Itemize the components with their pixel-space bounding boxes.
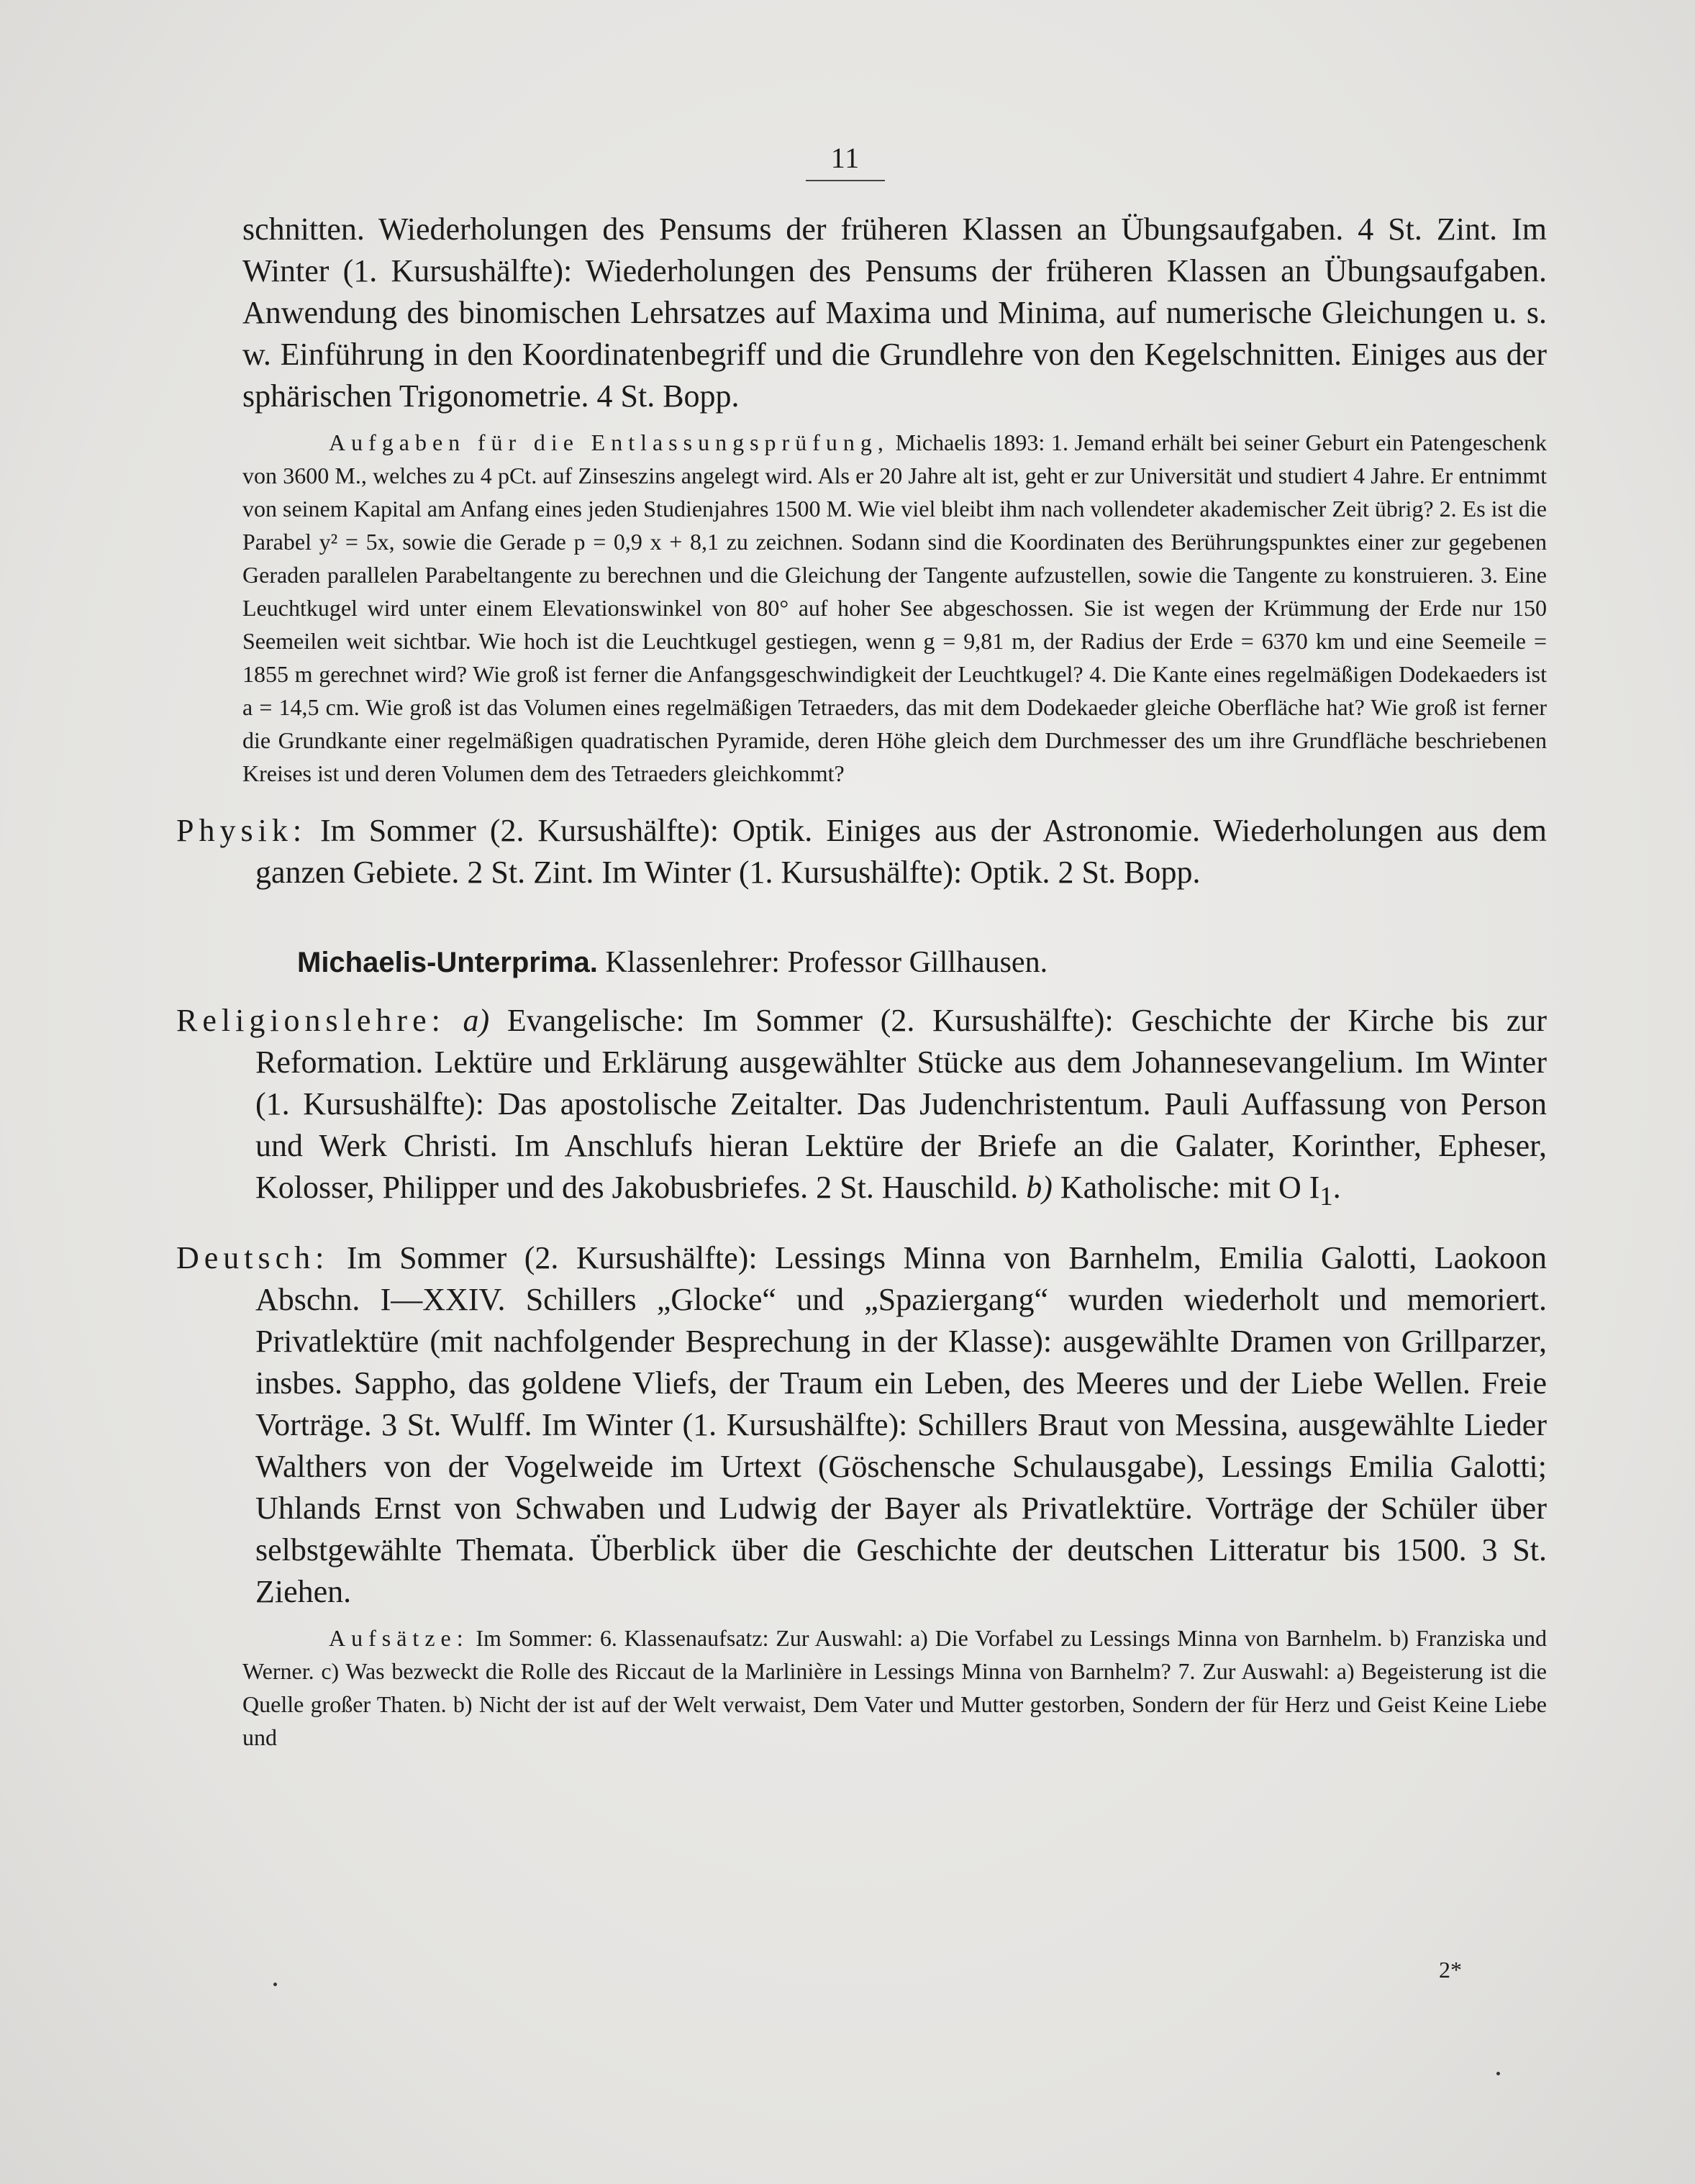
aufsaetze-lead: Aufsätze:: [329, 1624, 469, 1651]
section-teacher: Klassenlehrer: Professor Gillhausen.: [605, 946, 1048, 979]
section-name: Michaelis-Unterprima.: [297, 947, 598, 978]
print-speck: [1496, 2072, 1500, 2075]
page-number: 11: [830, 142, 860, 174]
intro-paragraph: schnitten. Wiederholungen des Pensums der früheren Klassen an Übungsaufgaben. 4 St. Zint. Im Winter (1. Kursushälfte): Wiederholungen des Pensums der früheren Klassen an Übungsaufgaben. Anwendung des binomischen Lehrsatzes auf Maxima und Minima, auf numerische Gleichungen u. s. w. Einführung in den Koordinatenbegriff und die Grundlehre von den Kegelschnitten. Einiges aus der sphärischen Trigonometrie. 4 St. Bopp.: [242, 211, 1547, 414]
physik-text: Im Sommer (2. Kursushälfte): Optik. Einiges aus der Astronomie. Wiederholungen aus dem ganzen Gebiete. 2 St. Zint. Im Winter (1. Kursushälfte): Optik. 2 St. Bopp.: [255, 813, 1547, 890]
page-number-rule: [806, 180, 885, 181]
aufsaetze-text: Im Sommer: 6. Klassenaufsatz: Zur Auswahl: a) Die Vorfabel zu Lessings Minna von Barnhelm. b) Franziska und Werner. c) Was bezweckt die Rolle des Riccaut de la Marlinière in Lessings Minna von Barnhelm? 7. Zur Auswahl: a) Begeisterung ist die Quelle großer Thaten. b) Nicht der ist auf der Welt verwaist, Dem Vater und Mutter gestorben, Sondern der für Herz und Geist Keine Liebe und: [242, 1624, 1547, 1750]
physik-paragraph: [176, 810, 1547, 893]
print-speck: [273, 1983, 277, 1986]
deutsch-text: Im Sommer (2. Kursushälfte): Lessings Minna von Barnhelm, Emilia Galotti, Laokoon Abschn. I—XXIV. Schillers „Glocke“ und „Spaziergang“ wurden wiederholt und memoriert. Privatlektüre (mit nachfolgender Besprechung in der Klasse): ausgewählte Dramen von Grillparzer, insbes. Sappho, das goldene Vliefs, der Traum ein Leben, des Meeres und der Liebe Wellen. Freie Vorträge. 3 St. Wulff. Im Winter (1. Kursushälfte): Schillers Braut von Messina, ausgewählte Lieder Walthers von der Vogelweide im Urtext (Göschensche Schulausgabe), Lessings Emilia Galotti; Uhlands Ernst von Schwaben und Ludwig der Bayer als Privatlektüre. Vorträge der Schüler über selbstgewählte Themata. Überblick über die Geschichte der deutschen Litteratur bis 1500. 3 St. Ziehen.: [255, 1239, 1547, 1609]
section-heading: [297, 945, 1547, 980]
religion-b-marker: b): [1026, 1170, 1053, 1205]
deutsch-label: Deutsch:: [176, 1239, 330, 1275]
religion-label: Religionslehre:: [176, 1003, 445, 1038]
religion-text-b: Katholische: mit O I: [1052, 1170, 1320, 1205]
religion-subscript: 1: [1319, 1180, 1333, 1211]
exam-tasks-paragraph: [242, 426, 1547, 790]
religion-paragraph: [176, 1000, 1547, 1217]
page-content: [176, 209, 1547, 1754]
deutsch-paragraph: [176, 1237, 1547, 1613]
printer-signature: 2*: [1439, 1957, 1462, 1983]
religion-text-a: Evangelische: Im Sommer (2. Kursushälfte): Geschichte der Kirche bis zur Reformation. Lektüre und Erklärung ausgewählter Stücke aus dem Johannesevangelium. Im Winter (1. Kursushälfte): Das apostolische Zeitalter. Das Judenchristentum. Pauli Auffassung von Person und Werk Christi. Im Anschlufs hieran Lektüre der Briefe an die Galater, Korinther, Epheser, Kolosser, Philipper und des Jakobusbriefes. 2 St. Hauschild.: [255, 1003, 1547, 1205]
exam-tasks-lead: Aufgaben für die Entlassungsprüfung,: [329, 429, 889, 455]
religion-end: .: [1332, 1170, 1341, 1205]
religion-a-marker: a): [463, 1003, 490, 1038]
aufsaetze-paragraph: [242, 1621, 1547, 1754]
physik-label: Physik:: [176, 813, 307, 848]
exam-tasks-text: Michaelis 1893: 1. Jemand erhält bei seiner Geburt ein Patengeschenk von 3600 M., welches zu 4 pCt. auf Zinseszins angelegt wird. Als er 20 Jahre alt ist, geht er zur Universität und studiert 4 Jahre. Er entnimmt von seinem Kapital am Anfang eines jeden Studienjahres 1500 M. Wie viel bleibt ihm nach vollendeter akademischer Zeit übrig? 2. Es ist die Parabel y² = 5x, sowie die Gerade p = 0,9 x + 8,1 zu zeichnen. Sodann sind die Koordinaten des Berührungspunktes einer zur gegebenen Geraden parallelen Parabeltangente zu berechnen und die Gleichung der Tangente aufzustellen, sowie die Tangente zu konstruieren. 3. Eine Leuchtkugel wird unter einem Elevationswinkel von 80° auf hoher See abgeschossen. Sie ist wegen der Krümmung der Erde nur 150 Seemeilen weit sichtbar. Wie hoch ist die Leuchtkugel gestiegen, wenn g = 9,81 m, der Radius der Erde = 6370 km und eine Seemeile = 1855 m gerechnet wird? Wie groß ist ferner die Anfangsgeschwindigkeit der Leuchtkugel? 4. Die Kante eines regelmäßigen Dodekaeders ist a = 14,5 cm. Wie groß ist das Volumen eines regelmäßigen Tetraeders, das mit dem Dodekaeder gleiche Oberfläche hat? Wie groß ist ferner die Grundkante einer regelmäßigen quadratischen Pyramide, deren Höhe gleich dem Durchmesser des um ihre Grundfläche beschriebenen Kreises ist und deren Volumen dem des Tetraeders gleichkommt?: [242, 429, 1547, 786]
